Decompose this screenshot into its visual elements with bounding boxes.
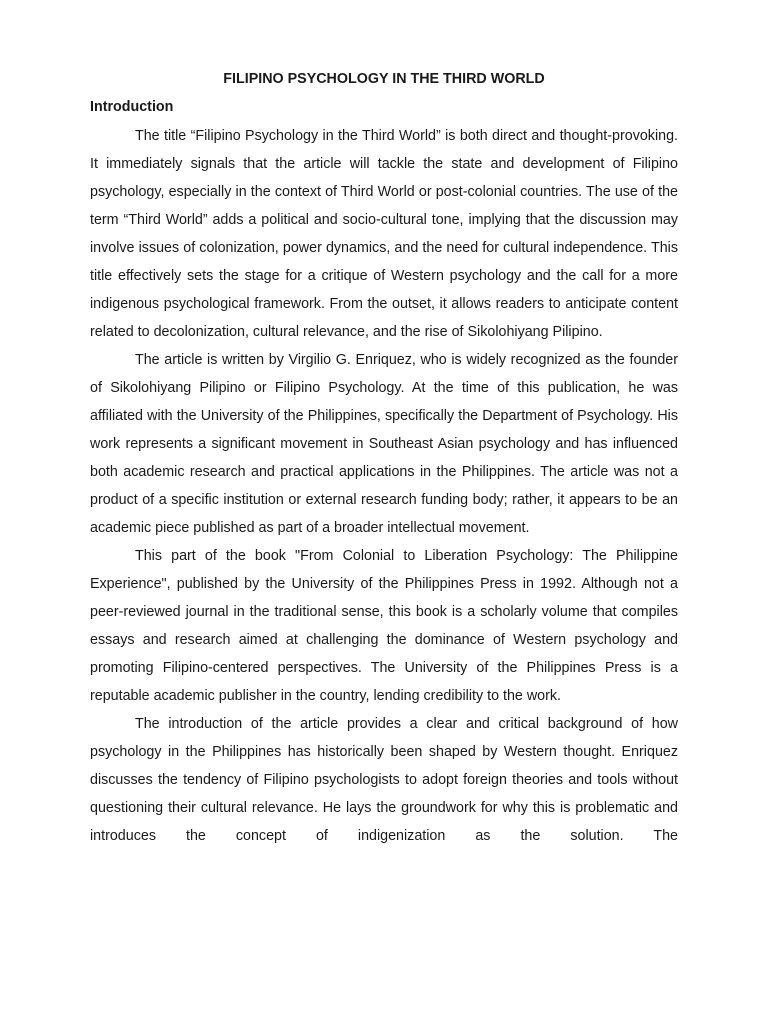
document-page <box>90 68 678 850</box>
section-heading-introduction: Introduction <box>90 99 174 115</box>
paragraph-introduction-review: The introduction of the article provides a clear and critical background of how psychology in the Philippines has historically been shaped by Western thought. Enriquez discusses the tendency of Filipino psychologists to adopt foreign theories and tools without questioning their cultural relevance. He lays the groundwork for why this is problematic and introduces the concept of indigenization as the solution. The <box>90 716 678 844</box>
document-title: FILIPINO PSYCHOLOGY IN THE THIRD WORLD <box>223 71 545 87</box>
paragraph-title-analysis: The title “Filipino Psychology in the Third World” is both direct and thought-provoking. It immediately signals that the article will tackle the state and development of Filipino psychology, especially in the context of Third World or post-colonial countries. The use of the term “Third World” adds a political and socio-cultural tone, implying that the discussion may involve issues of colonization, power dynamics, and the need for cultural independence. This title effectively sets the stage for a critique of Western psychology and the call for a more indigenous psychological framework. From the outset, it allows readers to anticipate content related to decolonization, cultural relevance, and the rise of Sikolohiyang Pilipino. <box>90 128 678 340</box>
paragraph-author: The article is written by Virgilio G. Enriquez, who is widely recognized as the founder of Sikolohiyang Pilipino or Filipino Psychology. At the time of this publication, he was affiliated with the University of the Philippines, specifically the Department of Psychology. His work represents a significant movement in Southeast Asian psychology and has influenced both academic research and practical applications in the Philippines. The article was not a product of a specific institution or external research funding body; rather, it appears to be an academic piece published as part of a broader intellectual movement. <box>90 352 678 536</box>
paragraph-publication: This part of the book "From Colonial to Liberation Psychology: The Philippine Experience", published by the University of the Philippines Press in 1992. Although not a peer-reviewed journal in the traditional sense, this book is a scholarly volume that compiles essays and research aimed at challenging the dominance of Western psychology and promoting Filipino-centered perspectives. The University of the Philippines Press is a reputable academic publisher in the country, lending credibility to the work. <box>90 548 678 704</box>
